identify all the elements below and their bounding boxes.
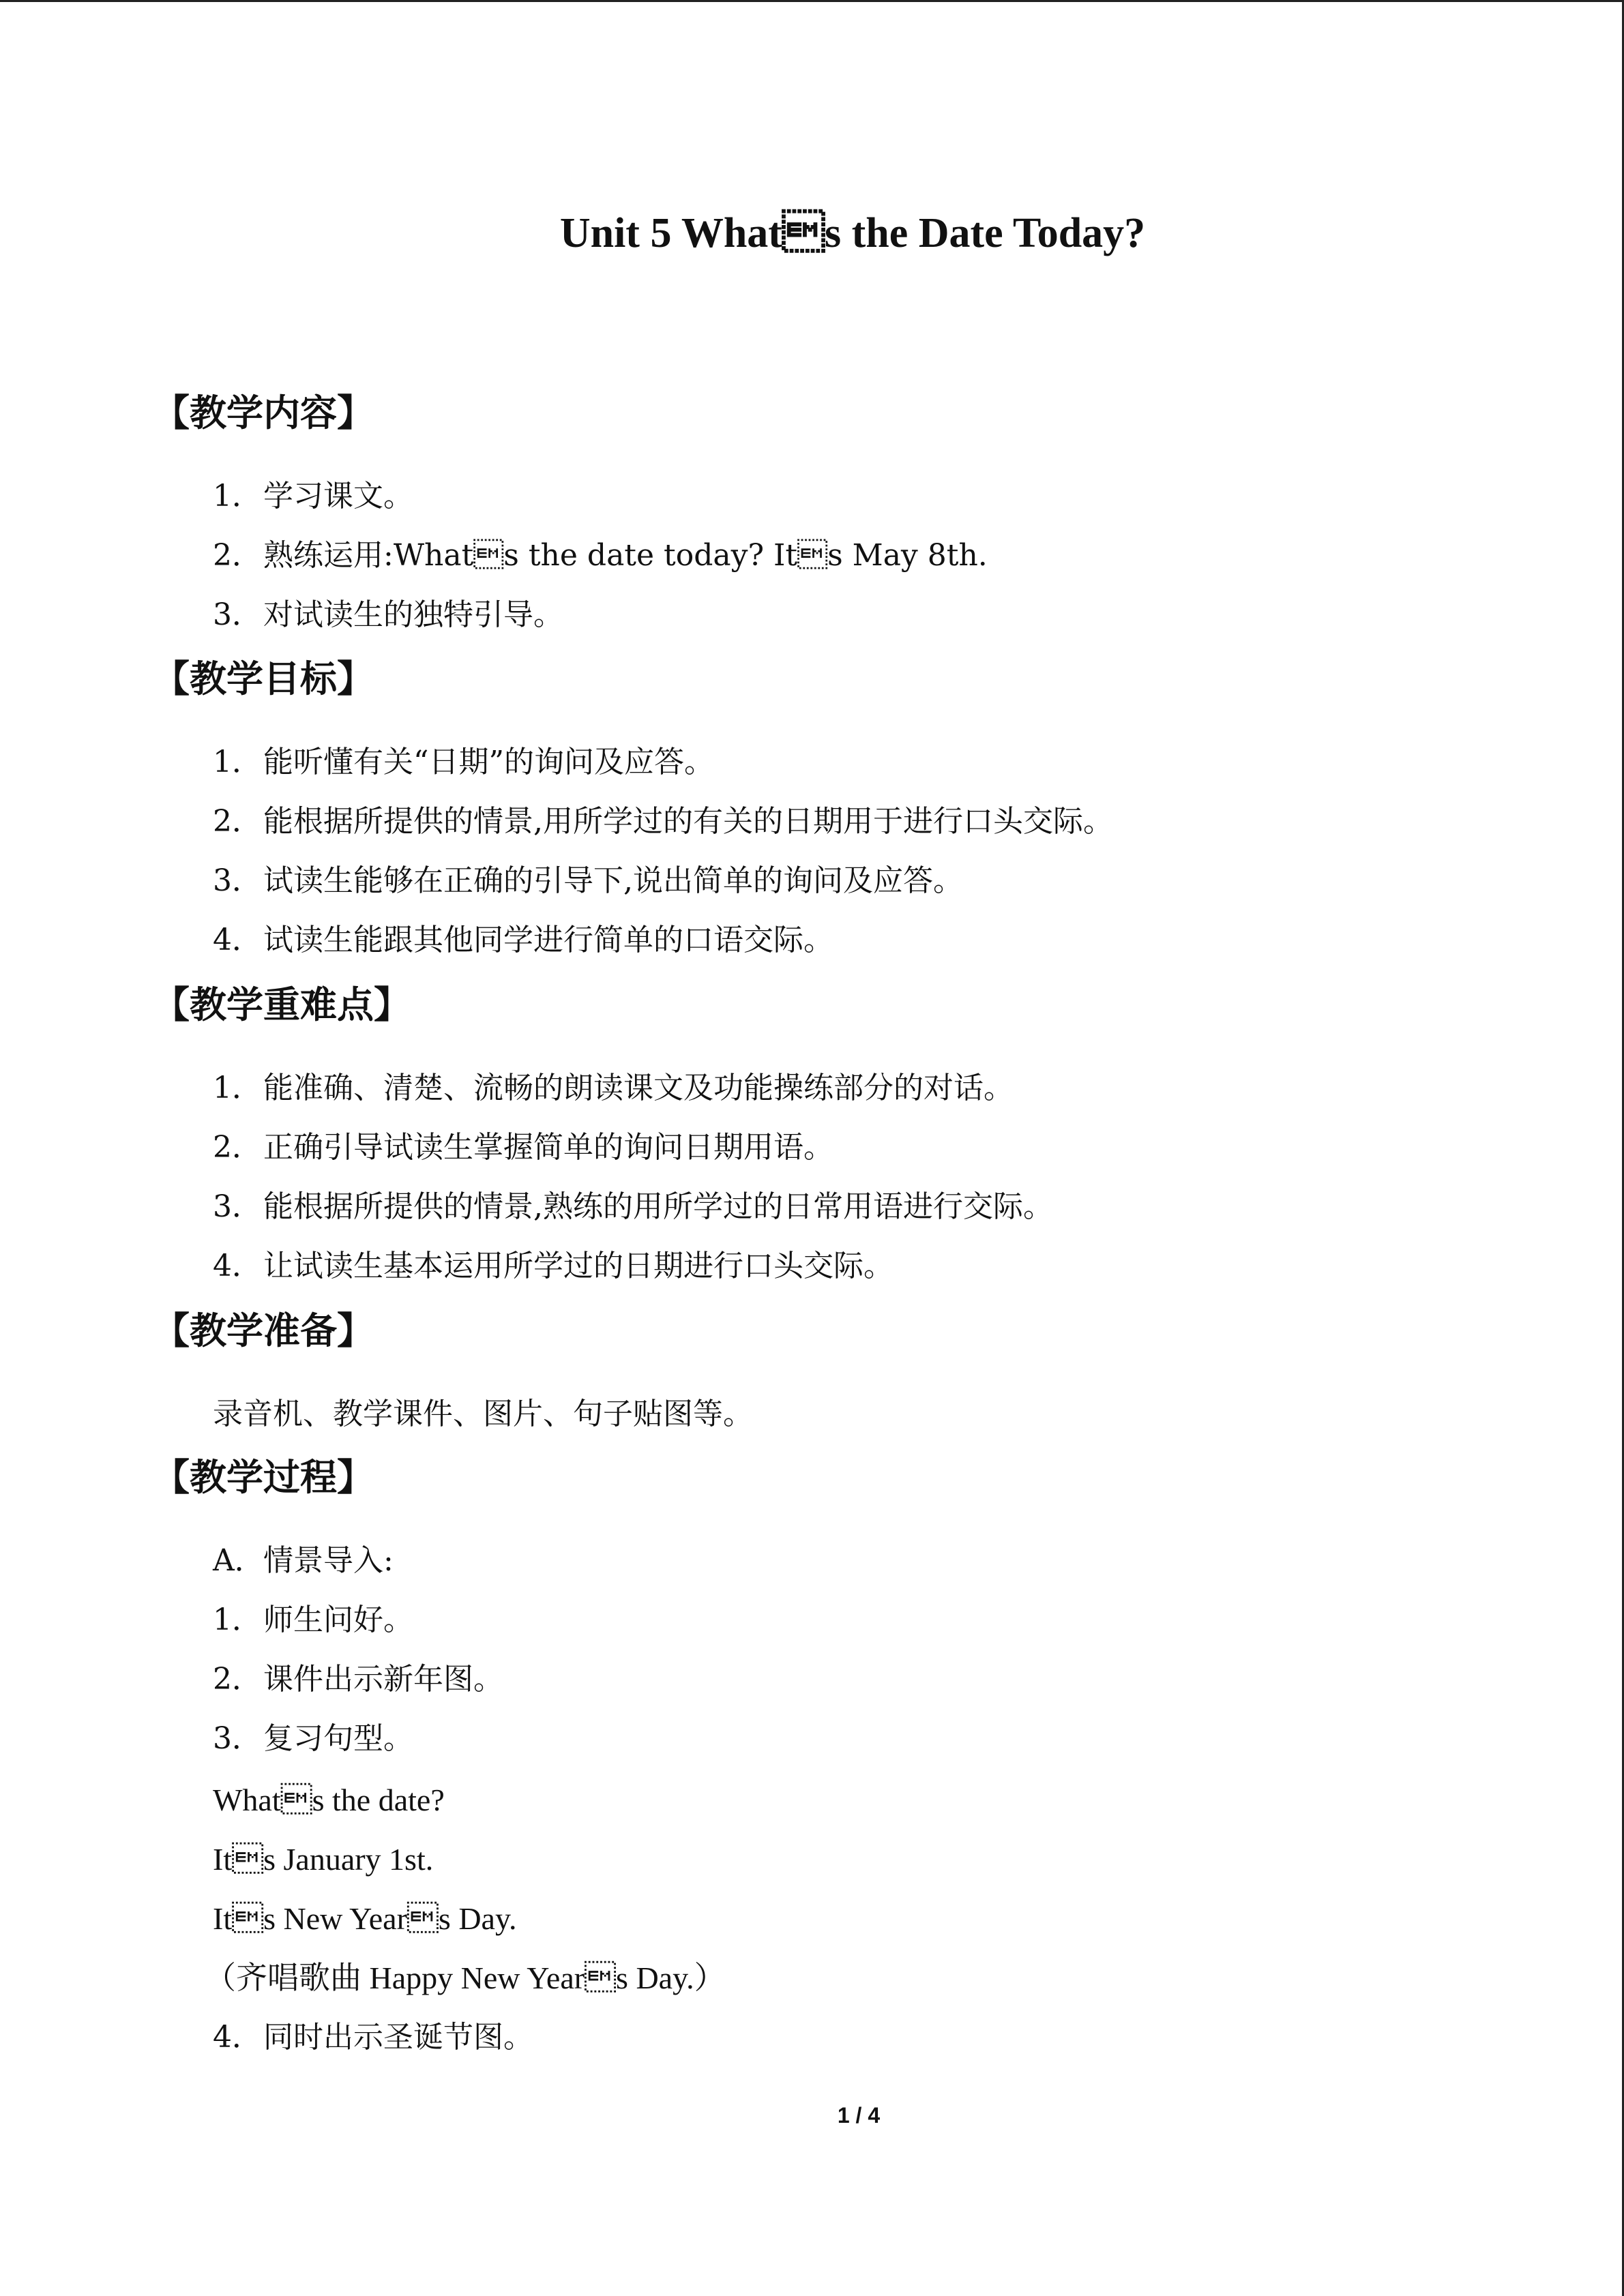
item-text: 正确引导试读生掌握简单的询问日期用语。: [263, 1130, 833, 1165]
item-number: 2．: [213, 1662, 262, 1697]
list-item: [213, 528, 988, 583]
heading-content: 【教学内容】: [153, 391, 374, 434]
list-item: [213, 1180, 1053, 1234]
list-item: [213, 854, 963, 908]
list-item: [213, 588, 563, 642]
heading-goals: 【教学目标】: [153, 657, 374, 700]
item-text: 课件出示新年图。: [263, 1662, 503, 1697]
item-text: 情景导入:: [263, 1543, 394, 1578]
dialogue-line: Its New Years Day.: [213, 1901, 517, 1936]
item-number: 2．: [213, 1130, 262, 1165]
item-text: 熟练运用:Whats the date today? Its May 8th.: [263, 538, 988, 573]
item-number: 4．: [213, 1249, 262, 1283]
list-item: [213, 735, 714, 790]
item-number: 1．: [213, 745, 262, 779]
heading-preparation: 【教学准备】: [153, 1309, 374, 1352]
list-item: [213, 1534, 394, 1588]
list-item: [213, 1061, 1014, 1116]
paragraph: [213, 1387, 753, 1442]
item-number: 4．: [213, 923, 262, 957]
item-number: 2．: [213, 804, 262, 839]
item-text: 能听懂有关“日期”的询问及应答。: [263, 745, 714, 779]
item-text: 试读生能够在正确的引导下,说出简单的询问及应答。: [263, 863, 963, 898]
preparation-text: 录音机、教学课件、图片、句子贴图等。: [213, 1397, 753, 1431]
list-item: [213, 794, 1113, 849]
item-number: 3．: [213, 863, 262, 898]
item-number: 1．: [213, 1602, 262, 1637]
list-item: [213, 913, 833, 968]
dialogue-line: （齐唱歌曲 Happy New Years Day.）: [205, 1960, 726, 1995]
top-border: [0, 0, 1624, 2]
item-number: 1．: [213, 479, 262, 513]
item-number: 3．: [213, 1189, 262, 1224]
list-item: [213, 1120, 833, 1175]
page-number: 1 / 4: [837, 2103, 881, 2128]
list-item: [213, 1652, 503, 1707]
list-item: [213, 469, 413, 524]
item-text: 能准确、清楚、流畅的朗读课文及功能操练部分的对话。: [263, 1071, 1014, 1105]
item-number: 1．: [213, 1071, 262, 1105]
item-text: 同时出示圣诞节图。: [263, 2020, 533, 2055]
item-number: 3．: [213, 597, 262, 632]
item-text: 让试读生基本运用所学过的日期进行口头交际。: [263, 1249, 894, 1283]
item-text: 试读生能跟其他同学进行简单的口语交际。: [263, 923, 833, 957]
item-number: 3．: [213, 1721, 262, 1756]
list-item: [213, 1712, 413, 1766]
item-text: 能根据所提供的情景,熟练的用所学过的日常用语进行交际。: [263, 1189, 1053, 1224]
list-item: [213, 1593, 413, 1648]
item-number: 2．: [213, 538, 262, 573]
heading-key-points: 【教学重难点】: [153, 983, 411, 1026]
item-text: 对试读生的独特引导。: [263, 597, 563, 632]
page-title: Unit 5 Whats the Date Today?: [559, 210, 1146, 256]
item-text: 学习课文。: [263, 479, 413, 513]
item-text: 师生问好。: [263, 1602, 413, 1637]
item-text: 能根据所提供的情景,用所学过的有关的日期用于进行口头交际。: [263, 804, 1113, 839]
item-number: 4．: [213, 2020, 262, 2055]
dialogue-line: Whats the date?: [213, 1783, 445, 1817]
list-item: [213, 2010, 533, 2065]
list-item: [213, 1239, 894, 1294]
item-number: A．: [213, 1543, 265, 1578]
dialogue-line: Its January 1st.: [213, 1842, 434, 1877]
item-text: 复习句型。: [263, 1721, 413, 1756]
heading-process: 【教学过程】: [153, 1456, 374, 1499]
